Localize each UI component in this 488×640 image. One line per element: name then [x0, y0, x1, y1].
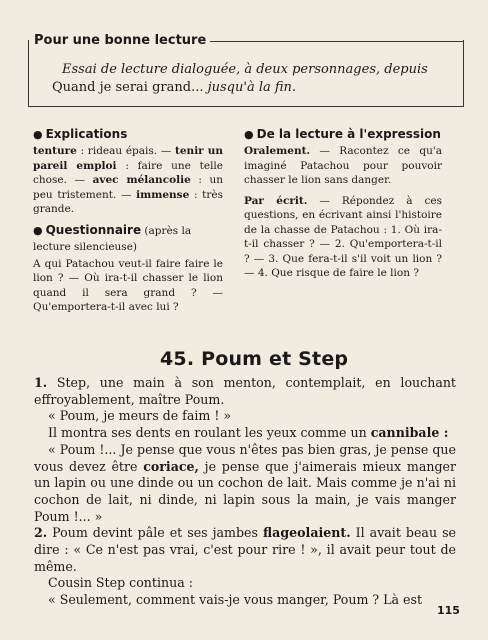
- reading-line-2-end: jusqu'à la fin.: [203, 80, 297, 95]
- term-coriace: coriace,: [143, 458, 199, 474]
- expression-heading-label: De la lecture à l'expression: [256, 127, 441, 141]
- story-paragraph-3: [34, 425, 456, 442]
- term-flageolaient: flageolaient.: [263, 525, 351, 541]
- def-tenir-un-pareil-emploi: : faire une telle chose. —: [33, 159, 223, 186]
- bullet-icon: ●: [244, 128, 254, 141]
- questionnaire-text: A qui Patachou veut-il faire faire le lion ? — Où ira-t-il chasser le lion quand il sera grand ? — Qu'emportera-t-il avec lui ?: [33, 257, 223, 313]
- reading-line-1: Essai de lecture dialoguée, à deux personnages, depuis: [62, 62, 428, 77]
- written-exercise: [244, 194, 442, 281]
- story-paragraph-4: [34, 442, 456, 526]
- story-text: je pense que j'aimerais mieux manger un lapin ou une dinde ou un cochon de lait. Mais comme je n'ai ni cochon de lait, ni dinde, ni lapin sous la main, je vais manger Poum !... »: [34, 458, 456, 524]
- oral-label: Oralement.: [244, 145, 311, 157]
- story-text: Il montra ses dents en roulant les yeux comme un: [48, 425, 371, 441]
- left-column: [33, 127, 223, 321]
- def-immense: : très grande.: [33, 188, 223, 215]
- paragraph-number-1: 1.: [34, 375, 48, 390]
- right-column: [244, 127, 442, 287]
- oral-exercise: [244, 144, 442, 188]
- explications-text: [33, 144, 223, 217]
- story-paragraph-1: [34, 375, 456, 408]
- story-body: [34, 375, 456, 609]
- questionnaire-heading-label: Questionnaire: [45, 222, 142, 237]
- explications-heading-label: Explications: [45, 127, 128, 141]
- expression-heading: [244, 127, 442, 142]
- term-tenir-un-pareil-emploi: tenir un pareil emploi: [33, 145, 224, 172]
- written-label: Par écrit.: [244, 194, 308, 207]
- term-immense: immense: [136, 188, 190, 201]
- explications-heading: [33, 127, 223, 142]
- story-text: « Poum !... Je pense que vous n'êtes pas bien gras, je pense que vous devez être: [34, 441, 456, 474]
- bullet-icon: ●: [33, 128, 43, 141]
- story-paragraph-6: Cousin Step continua :: [48, 575, 193, 591]
- written-text: — Répondez à ces questions, en écrivant ainsi l'histoire de la chasse de Patachou : 1. Où ira-t-il chasser ? — 2. Qu'emportera-t-il ? — 3. Que fera-t-il s'il voit un lion ? — 4. Que risque de faire le lion ?: [244, 194, 442, 279]
- oral-text: — Racontez ce qu'a imaginé Patachou pour pouvoir chasser le lion sans danger.: [244, 145, 442, 186]
- story-text: Step, une main à son menton, contemplait, en louchant effroyablement, maître Poum.: [34, 375, 456, 407]
- paragraph-number-2: 2.: [34, 525, 48, 541]
- reading-line-2-title: Quand je serai grand...: [52, 80, 204, 95]
- reading-box-top-rule: [200, 41, 464, 42]
- story-paragraph-5: [34, 525, 456, 575]
- reading-title: Pour une bonne lecture: [34, 33, 210, 48]
- story-text: Poum devint pâle et ses jambes: [47, 525, 263, 541]
- questionnaire-heading: [33, 223, 223, 255]
- term-cannibale: cannibale :: [370, 425, 449, 441]
- page-number: 115: [437, 604, 460, 617]
- chapter-title: 45. Poum et Step: [160, 348, 349, 370]
- story-text: Il avait beau se dire : « Ce n'est pas vrai, c'est pour rire ! », il avait peur tout de même.: [34, 525, 456, 574]
- story-paragraph-2: « Poum, je meurs de faim ! »: [48, 408, 232, 424]
- def-avec-melancolie: : un peu tristement. —: [33, 174, 223, 201]
- term-avec-melancolie: avec mélancolie: [92, 174, 191, 186]
- bullet-icon: ●: [33, 223, 43, 237]
- reading-line-2: [52, 80, 296, 95]
- questionnaire-subheading: (après la lecture silencieuse): [33, 224, 192, 253]
- term-tenture: tenture: [33, 145, 77, 157]
- def-tenture: : rideau épais. —: [76, 145, 176, 157]
- story-paragraph-7: « Seulement, comment vais-je vous manger, Poum ? Là est: [48, 592, 423, 608]
